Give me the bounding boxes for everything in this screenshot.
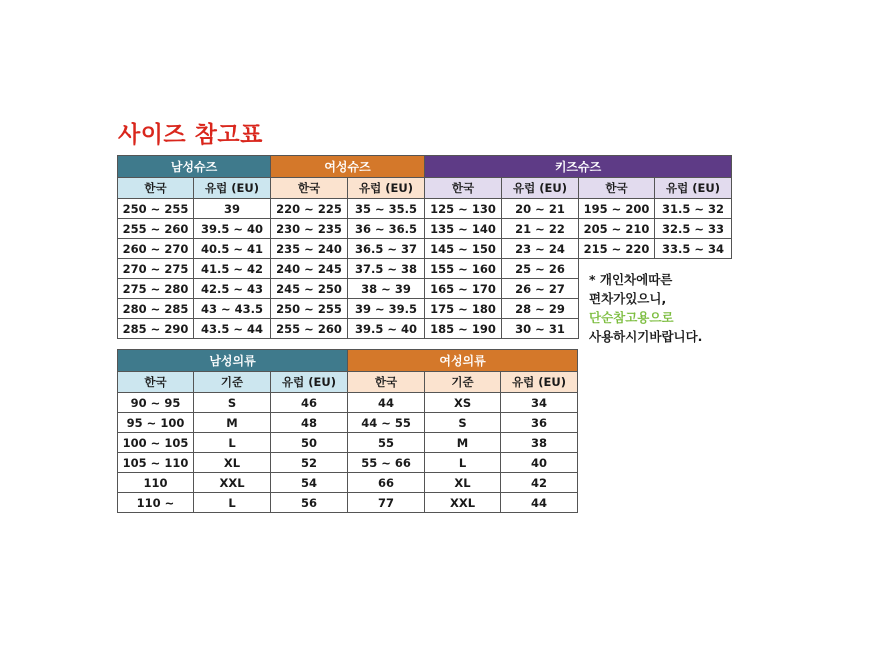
column-header: 한국 (579, 178, 655, 199)
column-header: 유럽 (EU) (271, 372, 348, 393)
table-cell: 42 (501, 473, 578, 493)
table-cell: 240 ~ 245 (271, 259, 348, 279)
note-line: 편차가있으니, (589, 291, 667, 306)
table-cell: 40 (501, 453, 578, 473)
table-cell: 21 ~ 22 (502, 219, 579, 239)
disclaimer-note (589, 270, 702, 346)
table-cell: 55 (348, 433, 425, 453)
table-cell: 26 ~ 27 (502, 279, 579, 299)
table-row (118, 413, 578, 433)
table-cell: 77 (348, 493, 425, 513)
table-cell: M (425, 433, 501, 453)
table-cell: 39.5 ~ 40 (194, 219, 271, 239)
table-cell: 175 ~ 180 (425, 299, 502, 319)
table-row (118, 219, 732, 239)
column-header: 유럽 (EU) (194, 178, 271, 199)
table-cell: XL (425, 473, 501, 493)
kids-shoes-header: 키즈슈즈 (425, 156, 732, 178)
column-header: 기준 (194, 372, 271, 393)
table-cell: 48 (271, 413, 348, 433)
table-cell: 54 (271, 473, 348, 493)
table-cell: 41.5 ~ 42 (194, 259, 271, 279)
table-cell: 275 ~ 280 (118, 279, 194, 299)
column-header: 한국 (118, 178, 194, 199)
table-row (118, 433, 578, 453)
table-cell: 260 ~ 270 (118, 239, 194, 259)
womens-shoes-header: 여성슈즈 (271, 156, 425, 178)
table-row (118, 239, 732, 259)
womens-clothing-header: 여성의류 (348, 350, 578, 372)
table-cell: 42.5 ~ 43 (194, 279, 271, 299)
column-header: 유럽 (EU) (501, 372, 578, 393)
table-cell: 250 ~ 255 (118, 199, 194, 219)
table-cell: 36.5 ~ 37 (348, 239, 425, 259)
table-cell: 66 (348, 473, 425, 493)
table-cell: 205 ~ 210 (579, 219, 655, 239)
table-cell: 25 ~ 26 (502, 259, 579, 279)
note-line: * 개인차에따른 (589, 272, 673, 287)
table-cell: 105 ~ 110 (118, 453, 194, 473)
table-cell: 135 ~ 140 (425, 219, 502, 239)
table-cell: 270 ~ 275 (118, 259, 194, 279)
table-cell: 33.5 ~ 34 (655, 239, 732, 259)
table-cell: 52 (271, 453, 348, 473)
table-cell: 55 ~ 66 (348, 453, 425, 473)
clothing-size-rows (118, 393, 578, 513)
table-cell: 44 (501, 493, 578, 513)
table-cell: 23 ~ 24 (502, 239, 579, 259)
table-cell: 220 ~ 225 (271, 199, 348, 219)
table-cell: 28 ~ 29 (502, 299, 579, 319)
table-cell: 110 (118, 473, 194, 493)
table-cell: 56 (271, 493, 348, 513)
table-cell: 90 ~ 95 (118, 393, 194, 413)
mens-shoes-header: 남성슈즈 (118, 156, 271, 178)
table-cell: 46 (271, 393, 348, 413)
table-cell: 35 ~ 35.5 (348, 199, 425, 219)
table-cell: 38 (501, 433, 578, 453)
table-row (118, 393, 578, 413)
table-cell: 38 ~ 39 (348, 279, 425, 299)
table-cell: S (425, 413, 501, 433)
column-header: 기준 (425, 372, 501, 393)
clothing-size-table (117, 349, 578, 513)
table-cell: 39.5 ~ 40 (348, 319, 425, 339)
table-cell: XXL (194, 473, 271, 493)
table-row (118, 473, 578, 493)
table-cell: XS (425, 393, 501, 413)
table-cell: 44 ~ 55 (348, 413, 425, 433)
table-cell: 125 ~ 130 (425, 199, 502, 219)
column-header: 한국 (118, 372, 194, 393)
table-cell: 195 ~ 200 (579, 199, 655, 219)
table-cell: 32.5 ~ 33 (655, 219, 732, 239)
table-cell: M (194, 413, 271, 433)
table-cell: 100 ~ 105 (118, 433, 194, 453)
table-row (118, 199, 732, 219)
table-cell: 36 (501, 413, 578, 433)
column-header: 한국 (348, 372, 425, 393)
table-cell: XXL (425, 493, 501, 513)
table-row (118, 453, 578, 473)
table-row (118, 493, 578, 513)
table-cell: 31.5 ~ 32 (655, 199, 732, 219)
column-header: 한국 (425, 178, 502, 199)
table-cell: 37.5 ~ 38 (348, 259, 425, 279)
table-cell: S (194, 393, 271, 413)
table-cell: L (194, 493, 271, 513)
table-cell: 230 ~ 235 (271, 219, 348, 239)
table-cell: 39 ~ 39.5 (348, 299, 425, 319)
table-cell: 285 ~ 290 (118, 319, 194, 339)
table-cell: 245 ~ 250 (271, 279, 348, 299)
table-cell: 155 ~ 160 (425, 259, 502, 279)
column-header: 한국 (271, 178, 348, 199)
table-cell: 185 ~ 190 (425, 319, 502, 339)
table-cell: 215 ~ 220 (579, 239, 655, 259)
table-cell: 39 (194, 199, 271, 219)
table-cell: 43.5 ~ 44 (194, 319, 271, 339)
column-header: 유럽 (EU) (655, 178, 732, 199)
column-header: 유럽 (EU) (502, 178, 579, 199)
table-cell: 50 (271, 433, 348, 453)
table-cell: 110 ~ (118, 493, 194, 513)
page-title: 사이즈 참고표 (118, 122, 263, 148)
table-cell: L (425, 453, 501, 473)
column-header: 유럽 (EU) (348, 178, 425, 199)
table-cell: 36 ~ 36.5 (348, 219, 425, 239)
table-cell: 30 ~ 31 (502, 319, 579, 339)
table-cell: 145 ~ 150 (425, 239, 502, 259)
table-cell: L (194, 433, 271, 453)
table-cell: 165 ~ 170 (425, 279, 502, 299)
table-cell: 95 ~ 100 (118, 413, 194, 433)
table-cell: 235 ~ 240 (271, 239, 348, 259)
table-cell: 280 ~ 285 (118, 299, 194, 319)
table-cell: 250 ~ 255 (271, 299, 348, 319)
table-cell: XL (194, 453, 271, 473)
note-line: 사용하시기바랍니다. (589, 329, 703, 344)
table-cell: 43 ~ 43.5 (194, 299, 271, 319)
table-cell: 255 ~ 260 (118, 219, 194, 239)
table-cell: 34 (501, 393, 578, 413)
table-cell: 255 ~ 260 (271, 319, 348, 339)
mens-clothing-header: 남성의류 (118, 350, 348, 372)
table-cell: 44 (348, 393, 425, 413)
note-line-highlight: 단순참고용으로 (589, 310, 674, 325)
table-cell: 40.5 ~ 41 (194, 239, 271, 259)
table-cell: 20 ~ 21 (502, 199, 579, 219)
